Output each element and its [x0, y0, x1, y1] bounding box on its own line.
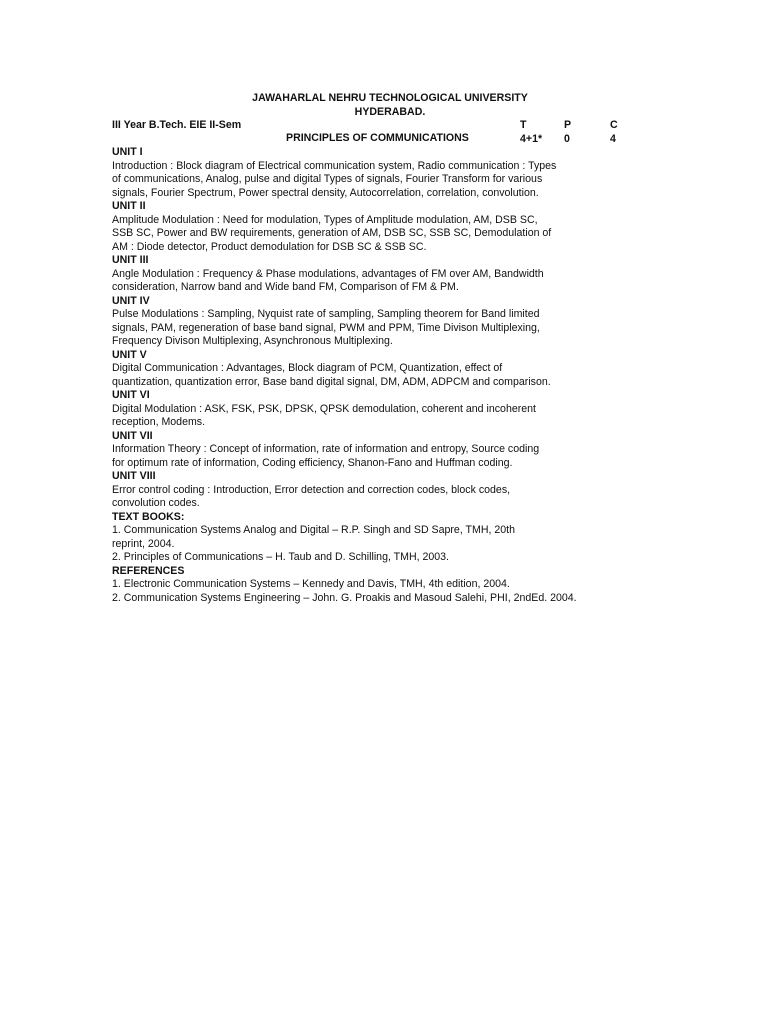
year-sem-row	[112, 119, 632, 133]
unit-6-line-2: reception, Modems.	[112, 416, 206, 428]
unit-3-line-2: consideration, Narrow band and Wide band FM, Comparison of FM & PM.	[112, 281, 459, 293]
text-book-line-1: 1. Communication Systems Analog and Digital – R.P. Singh and SD Sapre, TMH, 20th	[112, 524, 515, 536]
unit-1-line-3: signals, Fourier Spectrum, Power spectral density, Autocorrelation, correlation, convolution.	[112, 186, 539, 199]
references-title: REFERENCES	[112, 564, 185, 577]
unit-3-title: UNIT III	[112, 254, 149, 266]
unit-2-title: UNIT II	[112, 200, 146, 212]
unit-4-line-3: Frequency Divison Multiplexing, Asynchronous Multiplexing.	[112, 335, 393, 347]
col-p-label: P	[564, 119, 572, 131]
unit-2-line-3: AM : Diode detector, Product demodulation for DSB SC & SSB SC.	[112, 240, 427, 253]
syllabus-page	[112, 92, 632, 605]
text-books-title: TEXT BOOKS:	[112, 510, 185, 523]
unit-1-title: UNIT I	[112, 146, 143, 158]
university-city: HYDERABAD.	[354, 105, 426, 118]
unit-4-line-1: Pulse Modulations : Sampling, Nyquist rate of sampling, Sampling theorem for Band limited	[112, 308, 540, 320]
unit-4-line-2: signals, PAM, regeneration of base band signal, PWM and PPM, Time Divison Multiplexing,	[112, 321, 540, 334]
unit-8-line-2: convolution codes.	[112, 497, 200, 509]
unit-8-line-1: Error control coding : Introduction, Error detection and correction codes, block codes,	[112, 483, 511, 496]
unit-1-line-2: of communications, Analog, pulse and digital Types of signals, Fourier Transform for various	[112, 173, 543, 185]
unit-5-title: UNIT V	[112, 348, 147, 361]
col-c-label: C	[610, 119, 618, 131]
text-book-line-2: reprint, 2004.	[112, 537, 175, 550]
col-t-value: 4+1*	[520, 132, 543, 145]
reference-line-1: 1. Electronic Communication Systems – Kennedy and Davis, TMH, 4th edition, 2004.	[112, 578, 510, 590]
unit-4-title: UNIT IV	[112, 294, 150, 307]
unit-3-line-1: Angle Modulation : Frequency & Phase modulations, advantages of FM over AM, Bandwidth	[112, 267, 544, 280]
text-book-line-3: 2. Principles of Communications – H. Taub and D. Schilling, TMH, 2003.	[112, 551, 450, 563]
university-name: JAWAHARLAL NEHRU TECHNOLOGICAL UNIVERSITY	[252, 92, 528, 104]
unit-2-line-2: SSB SC, Power and BW requirements, generation of AM, DSB SC, SSB SC, Demodulation of	[112, 227, 552, 239]
col-t-label: T	[520, 119, 527, 131]
unit-7-title: UNIT VII	[112, 429, 153, 442]
subject-title: PRINCIPLES OF COMMUNICATIONS	[286, 131, 469, 144]
unit-8-title: UNIT VIII	[112, 470, 156, 482]
unit-5-line-1: Digital Communication : Advantages, Block diagram of PCM, Quantization, effect of	[112, 362, 503, 374]
credits-row	[112, 133, 632, 147]
col-p-value: 0	[564, 132, 570, 145]
unit-2-line-1: Amplitude Modulation : Need for modulation, Types of Amplitude modulation, AM, DSB SC,	[112, 213, 538, 226]
unit-6-title: UNIT VI	[112, 389, 150, 401]
reference-line-2: 2. Communication Systems Engineering – John. G. Proakis and Masoud Salehi, PHI, 2ndEd. 2004.	[112, 591, 577, 604]
unit-6-line-1: Digital Modulation : ASK, FSK, PSK, DPSK, QPSK demodulation, coherent and incoherent	[112, 402, 536, 415]
unit-7-line-1: Information Theory : Concept of information, rate of information and entropy, Source coding	[112, 443, 540, 455]
year-sem: III Year B.Tech. EIE II-Sem	[112, 119, 242, 131]
unit-7-line-2: for optimum rate of information, Coding efficiency, Shanon-Fano and Huffman coding.	[112, 456, 513, 469]
col-c-value: 4	[610, 132, 616, 145]
unit-5-line-2: quantization, quantization error, Base band digital signal, DM, ADM, ADPCM and comparison.	[112, 375, 551, 388]
unit-1-line-1: Introduction : Block diagram of Electrical communication system, Radio communication : Types	[112, 159, 557, 172]
